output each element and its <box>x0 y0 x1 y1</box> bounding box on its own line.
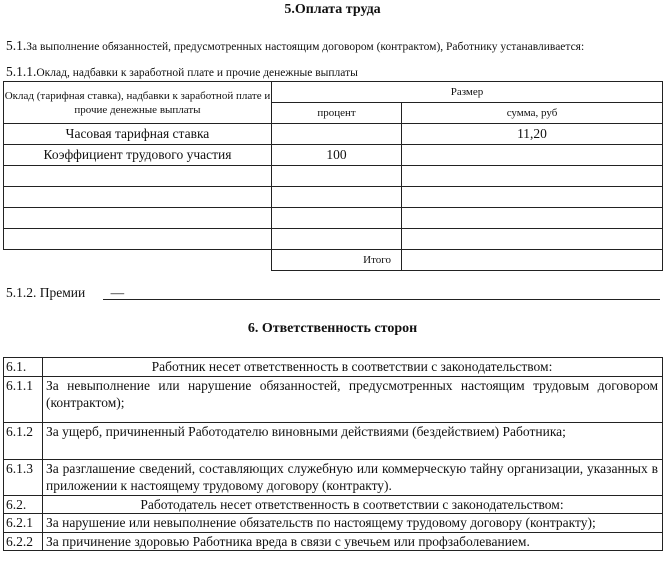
pay-row-sum <box>402 187 663 208</box>
resp-number: 6.1. <box>4 358 43 377</box>
table-row <box>4 532 663 551</box>
pay-row-percent <box>272 124 402 145</box>
pay-total-row <box>4 250 663 271</box>
intro-text: За выполнение обязанностей, предусмотренных настоящим договором (контрактом), Работнику устанавливается: <box>26 41 585 53</box>
resp-number: 6.2.1 <box>4 514 43 533</box>
pay-row-sum <box>402 166 663 187</box>
pay-row-sum <box>402 145 663 166</box>
table-row <box>4 358 663 377</box>
table-row <box>4 376 663 422</box>
pay-row-name <box>4 187 272 208</box>
subsection-line <box>6 64 358 80</box>
subsection-text: Оклад, надбавки к заработной плате и прочие денежные выплаты <box>36 67 358 79</box>
pay-row-name <box>4 208 272 229</box>
pay-row-percent <box>272 229 402 250</box>
pay-row-sum <box>402 208 663 229</box>
pay-row-percent: 100 <box>272 145 402 166</box>
pay-header-percent: процент <box>272 103 402 124</box>
pay-row-percent <box>272 187 402 208</box>
pay-row-sum: 11,20 <box>402 124 663 145</box>
table-row <box>4 187 663 208</box>
pay-row-percent <box>272 208 402 229</box>
pay-total-value <box>402 250 663 271</box>
pay-header-name: Оклад (тарифная ставка), надбавки к заработной плате и прочие денежные выплаты <box>4 82 272 124</box>
section5-title: 5.Оплата труда <box>284 2 381 17</box>
resp-text: Работник несет ответственность в соответствии с законодательством: <box>43 358 663 377</box>
pay-table <box>3 81 663 271</box>
pay-header-size: Размер <box>272 82 663 103</box>
pay-total-spacer <box>4 250 272 271</box>
responsibility-table <box>3 357 663 551</box>
resp-number: 6.1.2 <box>4 422 43 459</box>
pay-total-label: Итого <box>272 250 402 271</box>
pay-row-name: Коэффициент трудового участия <box>4 145 272 166</box>
table-row <box>4 422 663 459</box>
resp-number: 6.1.1 <box>4 376 43 422</box>
table-row <box>4 229 663 250</box>
intro-number: 5.1. <box>6 38 27 53</box>
subsection-number: 5.1.1. <box>6 64 37 79</box>
table-row <box>4 166 663 187</box>
pay-header-sum: сумма, руб <box>402 103 663 124</box>
resp-text: Работодатель несет ответственность в соответствии с законодательством: <box>43 495 663 514</box>
section6-title: 6. Ответственность сторон <box>247 321 418 336</box>
bonus-underline <box>103 299 660 300</box>
pay-row-name <box>4 166 272 187</box>
pay-row-name: Часовая тарифная ставка <box>4 124 272 145</box>
pay-row-percent <box>272 166 402 187</box>
resp-text: За нарушение или невыполнение обязательств по настоящему трудовому договору (контракту); <box>43 514 663 533</box>
pay-row-sum <box>402 229 663 250</box>
resp-text: За причинение здоровью Работника вреда в связи с увечьем или профзаболеванием. <box>43 532 663 551</box>
resp-number: 6.2. <box>4 495 43 514</box>
resp-text: За ущерб, причиненный Работодателю виновными действиями (бездействием) Работника; <box>43 422 663 459</box>
table-row <box>4 124 663 145</box>
table-row <box>4 495 663 514</box>
resp-number: 6.1.3 <box>4 459 43 495</box>
table-row <box>4 145 663 166</box>
pay-row-name <box>4 229 272 250</box>
bonus-label: 5.1.2. Премии <box>6 285 86 300</box>
intro-line <box>6 38 584 54</box>
resp-text: За невыполнение или нарушение обязанностей, предусмотренных настоящим трудовым договором (контрактом); <box>43 376 663 422</box>
resp-number: 6.2.2 <box>4 532 43 551</box>
table-row <box>4 459 663 495</box>
table-row <box>4 514 663 533</box>
table-row <box>4 208 663 229</box>
resp-text: За разглашение сведений, составляющих служебную или коммерческую тайну организации, указанных в приложении к настоящему трудовому договору (контракту). <box>43 459 663 495</box>
bonus-value: — <box>110 285 125 300</box>
